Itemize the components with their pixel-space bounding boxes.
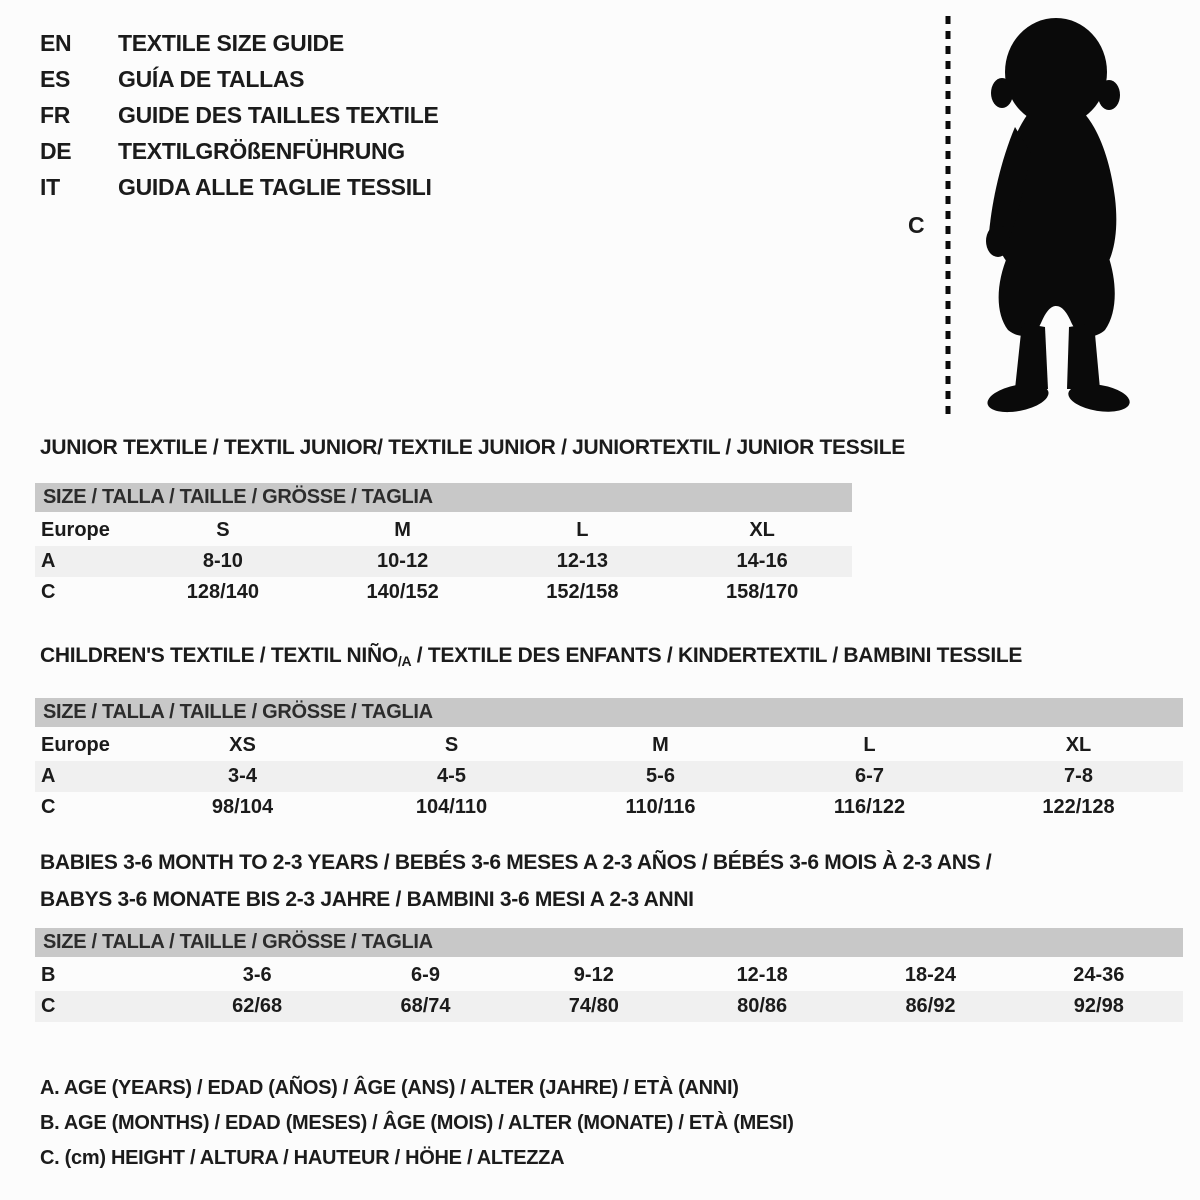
age-cell: 10-12 bbox=[377, 550, 429, 572]
height-cell: 74/80 bbox=[568, 995, 619, 1017]
lang-title: TEXTILE SIZE GUIDE bbox=[118, 30, 344, 56]
size-table-header: SIZE / TALLA / TAILLE / GRÖSSE / TAGLIA bbox=[35, 698, 1183, 727]
height-cell: 116/122 bbox=[833, 796, 906, 818]
lang-code: FR bbox=[40, 102, 71, 128]
row-label: C bbox=[41, 796, 56, 818]
lang-code: ES bbox=[40, 66, 71, 92]
table-row-age-years bbox=[35, 546, 852, 577]
lang-row-de bbox=[40, 139, 439, 163]
toddler-silhouette-icon bbox=[968, 15, 1146, 425]
row-label: Europe bbox=[41, 519, 110, 541]
size-cell: XS bbox=[229, 734, 256, 756]
heading-subscript: /A bbox=[397, 653, 412, 669]
row-label: C bbox=[41, 581, 56, 603]
heading-text: BABIES 3-6 MONTH TO 2-3 YEARS / BEBÉS 3-6 MESES A 2-3 AÑOS / BÉBÉS 3-6 MOIS À 2-3 ANS / bbox=[40, 851, 992, 874]
height-cell: 152/158 bbox=[546, 581, 619, 603]
lang-row-fr bbox=[40, 103, 439, 127]
legend-line-b: B. AGE (MONTHS) / EDAD (MESES) / ÂGE (MOIS) / ALTER (MONATE) / ETÀ (MESI) bbox=[40, 1112, 794, 1134]
heading-text: / TEXTILE DES ENFANTS / KINDERTEXTIL / BAMBINI TESSILE bbox=[411, 644, 1023, 667]
children-size-table bbox=[35, 698, 1183, 823]
table-row-height-cm bbox=[35, 577, 852, 608]
babies-size-table bbox=[35, 928, 1183, 1022]
babies-section-heading bbox=[35, 851, 1183, 912]
lang-code: EN bbox=[40, 30, 72, 56]
legend-line-a: A. AGE (YEARS) / EDAD (AÑOS) / ÂGE (ANS) / ALTER (JAHRE) / ETÀ (ANNI) bbox=[40, 1077, 739, 1099]
height-cell: 86/92 bbox=[905, 995, 956, 1017]
size-cell: M bbox=[652, 734, 669, 756]
age-cell: 4-5 bbox=[437, 765, 466, 787]
height-measure-label: C bbox=[908, 212, 925, 238]
lang-title: GUÍA DE TALLAS bbox=[118, 66, 305, 92]
age-cell: 12-13 bbox=[556, 550, 608, 572]
table-row-height-cm bbox=[35, 792, 1183, 823]
lang-title: TEXTILGRÖßENFÜHRUNG bbox=[118, 138, 405, 164]
age-cell: 7-8 bbox=[1064, 765, 1093, 787]
height-cell: 128/140 bbox=[186, 581, 260, 603]
height-cell: 104/110 bbox=[415, 796, 488, 818]
lang-row-es bbox=[40, 67, 439, 91]
height-cell: 80/86 bbox=[737, 995, 788, 1017]
size-cell: M bbox=[394, 519, 411, 541]
lang-title: GUIDA ALLE TAGLIE TESSILI bbox=[118, 174, 432, 200]
size-cell: XL bbox=[1065, 734, 1092, 756]
size-cell: L bbox=[576, 519, 589, 541]
heading-text: BABYS 3-6 MONATE BIS 2-3 JAHRE / BAMBINI 3-6 MESI A 2-3 ANNI bbox=[40, 888, 694, 911]
table-row-height-cm bbox=[35, 991, 1183, 1022]
height-cell: 92/98 bbox=[1073, 995, 1124, 1017]
children-section-heading bbox=[35, 644, 1183, 673]
heading-text: JUNIOR TEXTILE / TEXTIL JUNIOR/ TEXTILE JUNIOR / JUNIORTEXTIL / JUNIOR TESSILE bbox=[40, 436, 905, 459]
size-cell: XL bbox=[749, 519, 775, 541]
height-cell: 68/74 bbox=[400, 995, 451, 1017]
lang-row-en bbox=[40, 31, 439, 55]
height-measure-dashed-line bbox=[944, 16, 952, 423]
age-cell: 8-10 bbox=[202, 550, 243, 572]
junior-textile-section bbox=[35, 436, 905, 608]
row-label: C bbox=[41, 995, 56, 1017]
row-label: Europe bbox=[41, 734, 110, 756]
height-cell: 122/128 bbox=[1042, 796, 1115, 818]
size-table-header: SIZE / TALLA / TAILLE / GRÖSSE / TAGLIA bbox=[35, 483, 852, 512]
language-title-list bbox=[40, 31, 439, 211]
age-cell: 9-12 bbox=[573, 964, 614, 986]
height-cell: 140/152 bbox=[366, 581, 439, 603]
table-row-age-years bbox=[35, 761, 1183, 792]
height-cell: 62/68 bbox=[232, 995, 283, 1017]
age-cell: 3-4 bbox=[228, 765, 257, 787]
age-cell: 6-7 bbox=[855, 765, 884, 787]
size-cell: S bbox=[216, 519, 230, 541]
row-label: A bbox=[41, 550, 56, 572]
size-table-header: SIZE / TALLA / TAILLE / GRÖSSE / TAGLIA bbox=[35, 928, 1183, 957]
age-cell: 12-18 bbox=[736, 964, 788, 986]
row-label: A bbox=[41, 765, 56, 787]
junior-section-heading bbox=[35, 436, 905, 460]
children-textile-section bbox=[35, 644, 1183, 823]
height-cell: 158/170 bbox=[725, 581, 799, 603]
measurement-legend bbox=[40, 1077, 794, 1182]
age-cell: 6-9 bbox=[411, 964, 440, 986]
lang-title: GUIDE DES TAILLES TEXTILE bbox=[118, 102, 439, 128]
table-row-europe bbox=[35, 730, 1183, 761]
babies-textile-section bbox=[35, 851, 1183, 1022]
age-cell: 3-6 bbox=[242, 964, 272, 986]
height-cell: 98/104 bbox=[211, 796, 274, 818]
height-cell: 110/116 bbox=[625, 796, 696, 818]
size-cell: L bbox=[863, 734, 876, 756]
age-cell: 24-36 bbox=[1073, 964, 1125, 986]
lang-code: IT bbox=[40, 174, 60, 200]
age-cell: 5-6 bbox=[646, 765, 675, 787]
lang-code: DE bbox=[40, 138, 72, 164]
heading-text: CHILDREN'S TEXTILE / TEXTIL NIÑO bbox=[40, 644, 398, 667]
junior-size-table bbox=[35, 483, 852, 608]
legend-line-c: C. (cm) HEIGHT / ALTURA / HAUTEUR / HÖHE / ALTEZZA bbox=[40, 1147, 565, 1169]
age-cell: 14-16 bbox=[736, 550, 788, 572]
table-row-europe bbox=[35, 515, 852, 546]
row-label: B bbox=[41, 964, 56, 986]
size-cell: S bbox=[444, 734, 459, 756]
age-cell: 18-24 bbox=[904, 964, 957, 986]
table-row-age-months bbox=[35, 960, 1183, 991]
lang-row-it bbox=[40, 175, 439, 199]
